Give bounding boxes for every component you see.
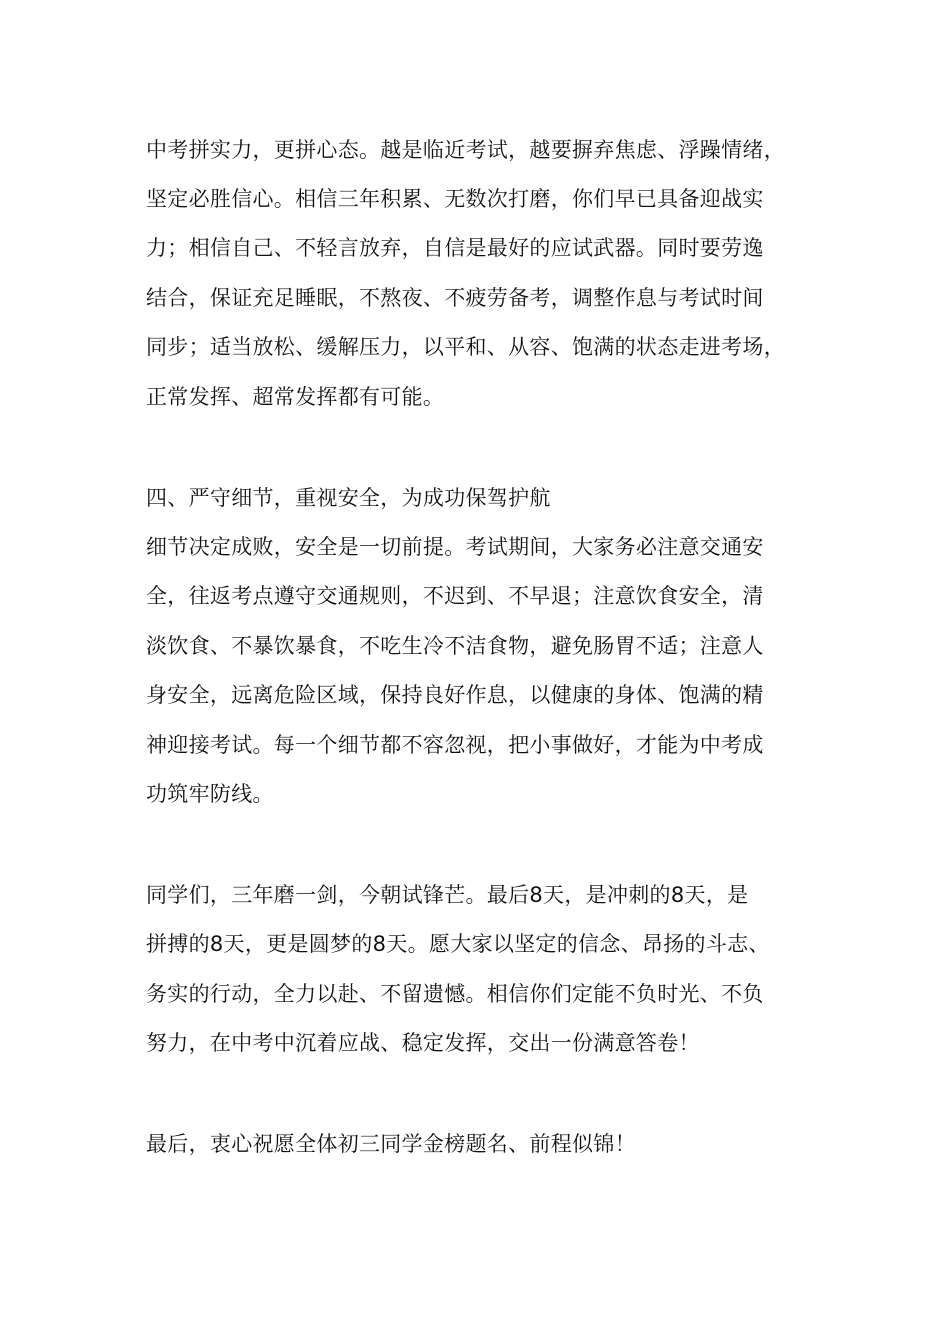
- text-line: 坚定必胜信心。相信三年积累、无数次打磨，你们早已具备迎战实: [146, 187, 764, 211]
- text-line: 努力，在中考中沉着应战、稳定发挥，交出一份满意答卷！: [146, 1031, 700, 1055]
- text-line: 中考拼实力，更拼心态。越是临近考试，越要摒弃焦虑、浮躁情绪，: [146, 138, 785, 162]
- text-line: 淡饮食、不暴饮暴食，不吃生冷不洁食物，避免肠胃不适；注意人: [146, 634, 764, 658]
- section-heading: 四、严守细节，重视安全，为成功保驾护航: [146, 486, 551, 510]
- text-line: 同学们，三年磨一剑，今朝试锋芒。最后8天，是冲刺的8天，是: [146, 883, 749, 907]
- text-line: 拼搏的8天，更是圆梦的8天。愿大家以坚定的信念、昂扬的斗志、: [146, 932, 770, 956]
- text-line: 同步；适当放松、缓解压力，以平和、从容、饱满的状态走进考场，: [146, 335, 785, 359]
- text-line: 务实的行动，全力以赴、不留遗憾。相信你们定能不负时光、不负: [146, 982, 764, 1006]
- text-line: 正常发挥、超常发挥都有可能。: [146, 385, 445, 409]
- text-line: 细节决定成败，安全是一切前提。考试期间，大家务必注意交通安: [146, 535, 764, 559]
- text-line: 神迎接考试。每一个细节都不容忽视，把小事做好，才能为中考成: [146, 733, 764, 757]
- text-line: 全，往返考点遵守交通规则，不迟到、不早退；注意饮食安全，清: [146, 584, 764, 608]
- text-line: 结合，保证充足睡眠，不熬夜、不疲劳备考，调整作息与考试时间: [146, 286, 764, 310]
- closing-line: 最后，衷心祝愿全体初三同学金榜题名、前程似锦！: [146, 1132, 636, 1156]
- text-line: 力；相信自己、不轻言放弃，自信是最好的应试武器。同时要劳逸: [146, 236, 764, 260]
- text-line: 功筑牢防线。: [146, 782, 274, 806]
- text-line: 身安全，远离危险区域，保持良好作息，以健康的身体、饱满的精: [146, 683, 764, 707]
